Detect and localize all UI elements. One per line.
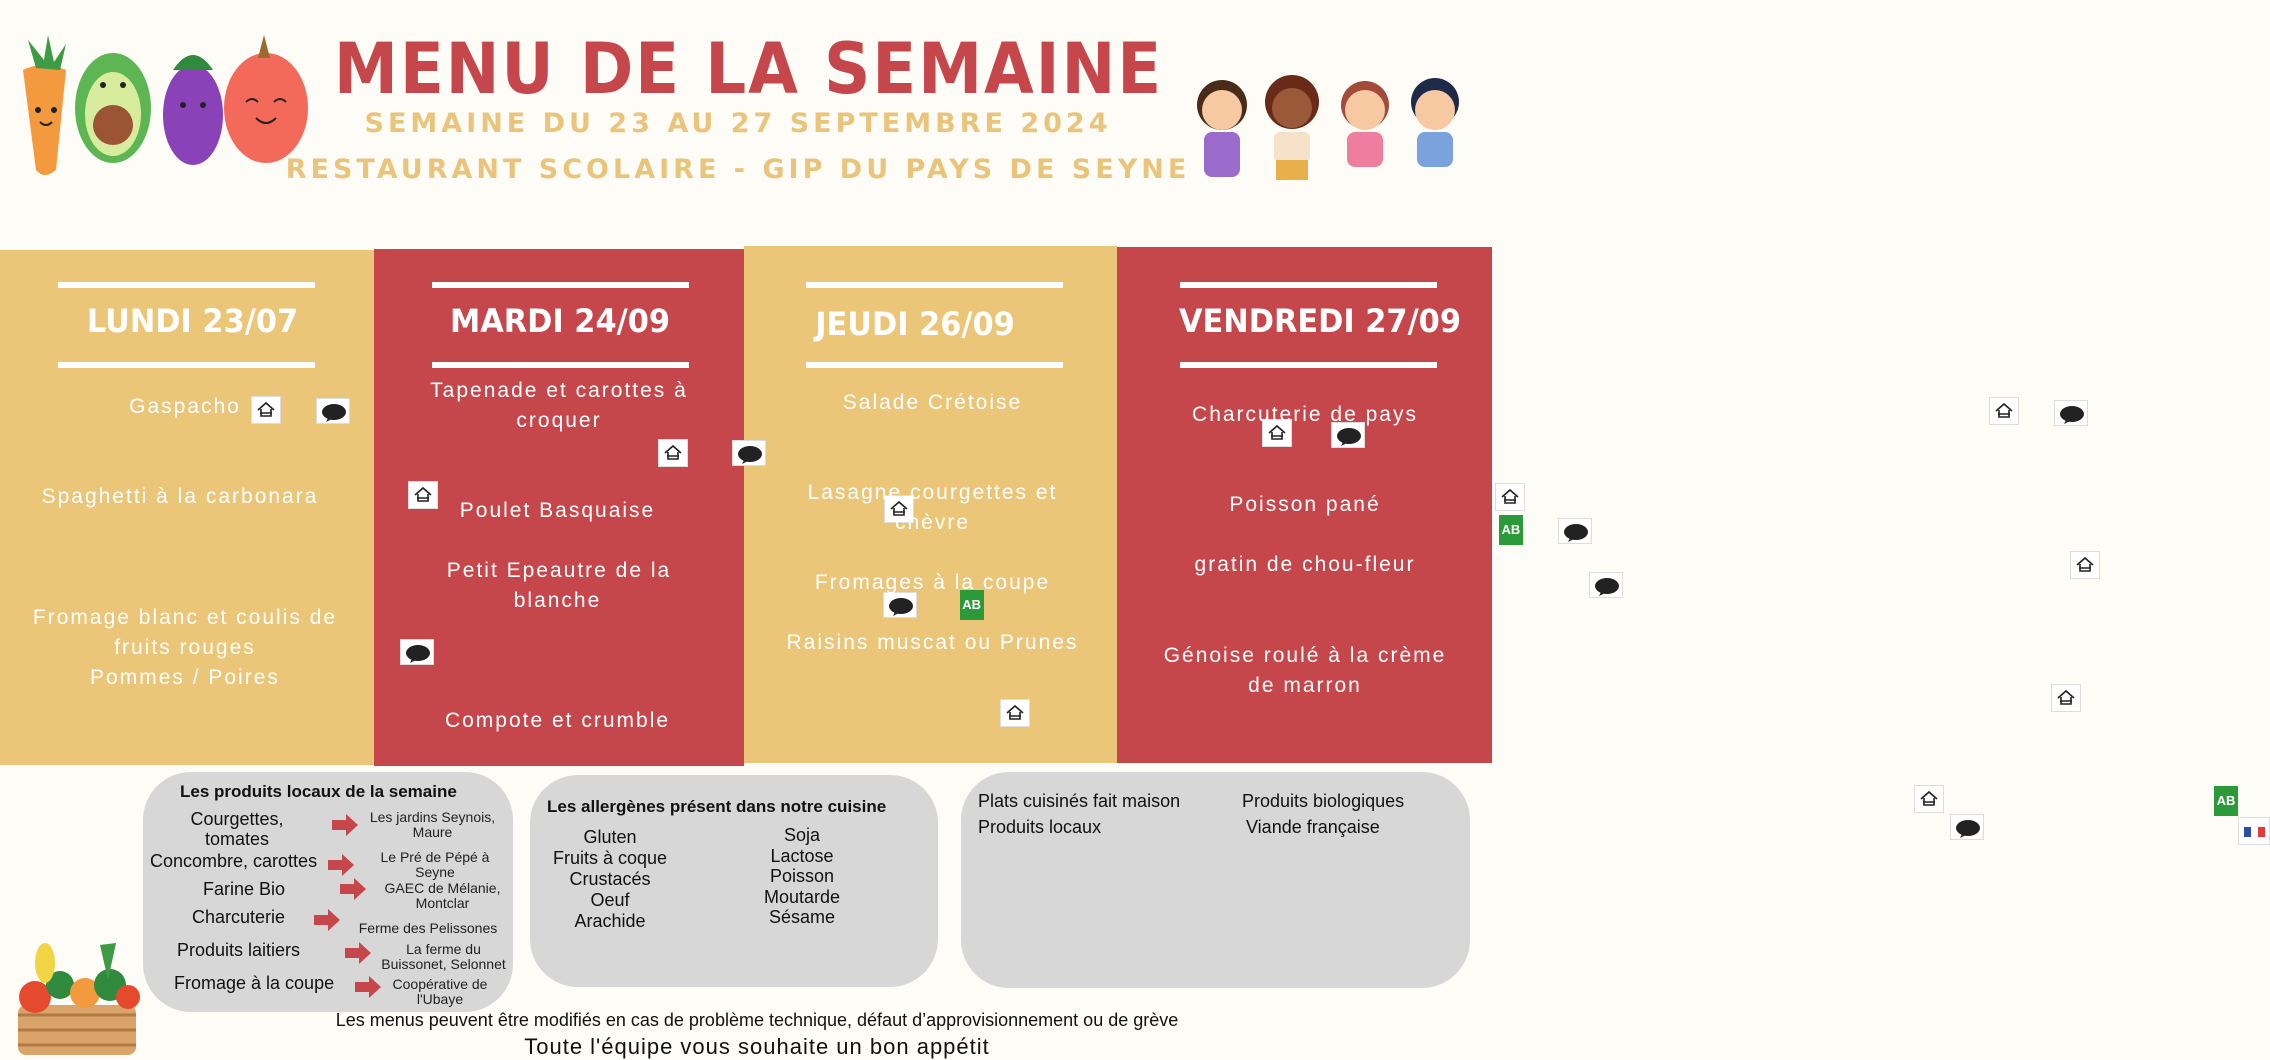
arrow-right-icon (314, 909, 340, 931)
dish: Pommes / Poires (90, 666, 280, 689)
arrow-right-icon (345, 942, 371, 964)
homemade-icon (1000, 699, 1030, 727)
allergen-item: Lactose (770, 845, 834, 866)
local-product-icon (732, 440, 766, 466)
local-product-source: Le Pré de Pépé à Seyne (380, 849, 490, 880)
allergen-item: Arachide (574, 911, 646, 931)
divider (1180, 362, 1437, 368)
dish: Charcuterie de pays (1192, 403, 1418, 426)
disclaimer-note: Les menus peuvent être modifiés en cas de problème technique, défaut d’approvisionnement ou de grève (335, 1010, 1179, 1030)
local-product-name: Charcuterie (192, 907, 286, 927)
dish: Tapenade et carottes à (430, 379, 688, 402)
allergen-item: Poisson (769, 866, 835, 886)
divider (806, 282, 1063, 288)
restaurant-subtitle: RESTAURANT SCOLAIRE - GIP DU PAYS DE SEYNE (285, 154, 1191, 185)
arrow-right-icon (332, 814, 358, 836)
allergens-list-left (540, 827, 680, 932)
local-product-icon (1589, 572, 1623, 598)
homemade-icon (2051, 684, 2081, 712)
arrow-right-icon (340, 878, 366, 900)
divider (1180, 282, 1437, 288)
legend-french-meat-label: Viande française (1246, 817, 1380, 837)
legend-local-label: Produits locaux (978, 817, 1102, 837)
local-product-name: Fromage à la coupe (174, 973, 335, 993)
dish: blanche (513, 589, 602, 612)
allergen-item: Gluten (583, 827, 637, 847)
divider (432, 282, 689, 288)
divider (806, 362, 1063, 368)
day-title-friday: VENDREDI 27/09 (1178, 302, 1461, 340)
allergen-item: Moutarde (763, 886, 841, 907)
local-product-name: Concombre, carottes (150, 851, 318, 871)
local-product-icon (400, 639, 434, 665)
homemade-icon (251, 396, 281, 424)
local-product-name: Farine Bio (203, 879, 286, 899)
local-product-source: GAEC de Mélanie, Montclar (384, 880, 501, 911)
local-product-icon (1558, 518, 1592, 544)
dish: Compote et crumble (444, 709, 671, 732)
dish: Gaspacho (129, 395, 241, 418)
organic-ab-icon: AB (960, 590, 984, 620)
dish: gratin de chou-fleur (1194, 553, 1416, 576)
allergen-item: Sésame (768, 907, 836, 927)
local-product-icon (1950, 814, 1984, 840)
organic-ab-icon: AB (1499, 515, 1523, 545)
dish: Salade Crétoise (842, 391, 1023, 414)
local-product-source: Coopérative de l'Ubaye (392, 976, 488, 1007)
divider (58, 362, 315, 368)
dish: de marron (1248, 674, 1362, 697)
dish: Spaghetti à la carbonara (41, 485, 319, 508)
allergen-item: Crustacés (569, 869, 651, 889)
local-product-source: La ferme du Buissonet, Selonnet (381, 941, 506, 972)
dish: Lasagne courgettes et (807, 481, 1058, 504)
homemade-icon (1989, 397, 2019, 425)
dish: Raisins muscat ou Prunes (786, 631, 1079, 654)
allergen-item: Oeuf (590, 890, 630, 910)
dish: chèvre (894, 511, 971, 534)
french-meat-icon (2238, 817, 2270, 845)
allergens-title: Les allergènes présent dans notre cuisine (547, 797, 887, 816)
day-title-tuesday: MARDI 24/09 (449, 302, 671, 340)
dish: Fromage blanc et coulis de (32, 606, 338, 629)
arrow-right-icon (355, 976, 381, 998)
divider (58, 282, 315, 288)
divider (432, 362, 689, 368)
homemade-icon (658, 439, 688, 467)
local-product-source: Les jardins Seynois, Maure (369, 809, 496, 840)
dish: Fromages à la coupe (814, 571, 1051, 594)
week-subtitle: SEMAINE DU 23 AU 27 SEPTEMBRE 2024 (364, 108, 1112, 139)
local-product-icon (316, 398, 350, 424)
dish: fruits rouges (114, 636, 256, 659)
dish: Poulet Basquaise (459, 499, 656, 522)
local-product-name: Courgettes, tomates (190, 809, 284, 849)
legend-bio-label: Produits biologiques (1242, 791, 1405, 811)
organic-ab-icon: AB (2214, 786, 2238, 816)
local-product-icon (2054, 400, 2088, 426)
day-title-monday: LUNDI 23/07 (86, 302, 299, 340)
homemade-icon (1914, 785, 1944, 813)
page-title: MENU DE LA SEMAINE (333, 28, 1164, 110)
allergens-list-right (740, 825, 864, 928)
dish: Poisson pané (1229, 493, 1381, 516)
dish: Génoise roulé à la crème (1163, 644, 1447, 667)
local-product-name: Produits laitiers (177, 940, 301, 960)
allergen-item: Fruits à coque (552, 848, 668, 868)
local-product-source: Ferme des Pelissones (358, 920, 498, 936)
dish: Petit Epeautre de la (446, 559, 672, 582)
arrow-right-icon (328, 854, 354, 876)
dish: croquer (516, 409, 602, 432)
bon-appetit-message: Toute l'équipe vous souhaite un bon appétit (524, 1034, 990, 1059)
legend-homemade-label: Plats cuisinés fait maison (978, 791, 1181, 811)
homemade-icon (408, 481, 438, 509)
allergen-item: Soja (783, 825, 821, 845)
local-products-title: Les produits locaux de la semaine (180, 782, 457, 801)
homemade-icon (2070, 551, 2100, 579)
day-title-thursday: JEUDI 26/09 (815, 305, 1015, 343)
homemade-icon (1495, 483, 1525, 511)
